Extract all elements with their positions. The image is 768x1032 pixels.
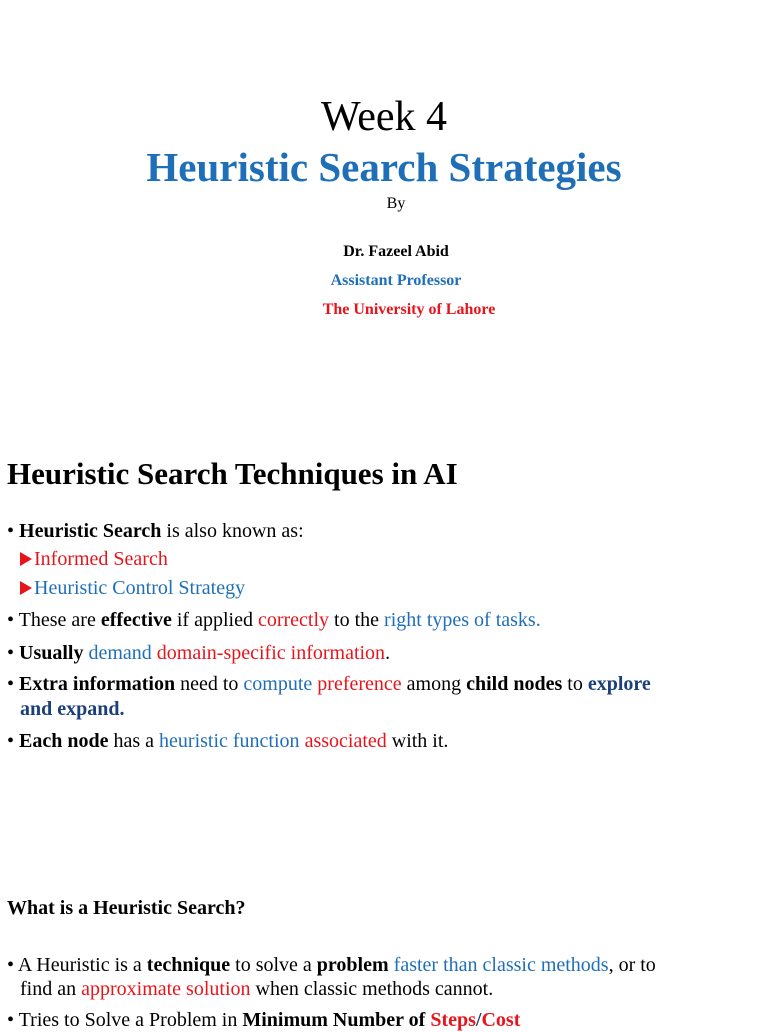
author-role: Assistant Professor — [330, 272, 462, 289]
text-segment: compute — [243, 673, 313, 695]
bullet-marker: • — [7, 673, 15, 695]
text-segment: Minimum Number of — [242, 1009, 431, 1031]
bullet-heuristic-technique — [7, 953, 656, 977]
text-segment: when classic methods cannot. — [250, 978, 494, 1000]
text-heuristic-search: Heuristic Search — [19, 520, 162, 542]
bullet-marker: • — [7, 1009, 15, 1031]
text-segment: A Heuristic is a — [17, 954, 147, 976]
text-segment: Steps — [430, 1009, 476, 1031]
sub-item-informed — [20, 547, 168, 571]
text-segment: if applied — [171, 609, 258, 631]
author-university: The University of Lahore — [322, 301, 496, 318]
text-segment: domain-specific information — [156, 642, 386, 664]
text-segment: approximate solution — [81, 978, 251, 1000]
text-segment: associated — [304, 730, 387, 752]
bullet-marker: • — [7, 642, 15, 664]
text-segment: among — [401, 673, 467, 695]
bullet-marker: • — [7, 954, 15, 976]
author-name: Dr. Fazeel Abid — [343, 243, 449, 260]
text-segment: heuristic function — [159, 730, 300, 752]
text-segment: Extra information — [19, 673, 176, 695]
definition-heading: What is a Heuristic Search? — [7, 897, 246, 919]
bullet-extra-info — [7, 672, 651, 696]
text-segment: explore — [587, 673, 651, 695]
text-also-known: is also known as: — [161, 520, 304, 542]
text-segment: faster than classic methods — [393, 954, 609, 976]
text-segment: Usually — [19, 642, 84, 664]
bullet-marker: • — [7, 609, 15, 631]
text-segment: , or to — [608, 954, 656, 976]
text-segment: to solve a — [230, 954, 317, 976]
bullet-also-known — [7, 519, 304, 543]
arrow-bullet-icon — [20, 552, 32, 566]
bullet-extra-info-cont — [20, 697, 125, 721]
bullet-usually — [7, 641, 390, 665]
text-segment: correctly — [257, 609, 330, 631]
bullet-heuristic-technique-cont — [20, 977, 493, 1001]
text-segment: Cost — [481, 1009, 521, 1031]
text-segment: with it. — [386, 730, 449, 752]
sub-item-control — [20, 576, 245, 600]
text-segment: find an — [20, 978, 82, 1000]
text-segment: . — [385, 642, 391, 664]
bullet-effective — [7, 608, 541, 632]
week-title: Week 4 — [320, 94, 448, 140]
text-segment: preference — [317, 673, 402, 695]
text-segment: child nodes — [466, 673, 563, 695]
text-segment: need to — [175, 673, 244, 695]
techniques-heading: Heuristic Search Techniques in AI — [7, 456, 458, 491]
text-segment: These are — [18, 609, 101, 631]
text-segment: Each node — [19, 730, 109, 752]
arrow-bullet-icon — [20, 581, 32, 595]
text-control-strategy: Heuristic Control Strategy — [34, 577, 246, 599]
by-label: By — [386, 195, 406, 212]
bullet-minimum-steps — [7, 1008, 520, 1032]
text-segment: right types of tasks. — [384, 609, 541, 631]
text-segment: demand — [88, 642, 152, 664]
text-segment: / — [475, 1009, 482, 1031]
text-segment: technique — [146, 954, 231, 976]
presentation-title: Heuristic Search Strategies — [146, 144, 622, 190]
text-segment: effective — [100, 609, 172, 631]
bullet-each-node — [7, 729, 448, 753]
text-segment: to — [562, 673, 588, 695]
text-segment: to the — [329, 609, 385, 631]
text-segment: problem — [316, 954, 389, 976]
text-segment: Tries to Solve a Problem in — [18, 1009, 243, 1031]
bullet-marker: • — [7, 520, 15, 542]
text-segment: has a — [108, 730, 160, 752]
text-segment: and expand. — [20, 698, 125, 720]
bullet-marker: • — [7, 730, 15, 752]
text-informed-search: Informed Search — [34, 548, 168, 570]
